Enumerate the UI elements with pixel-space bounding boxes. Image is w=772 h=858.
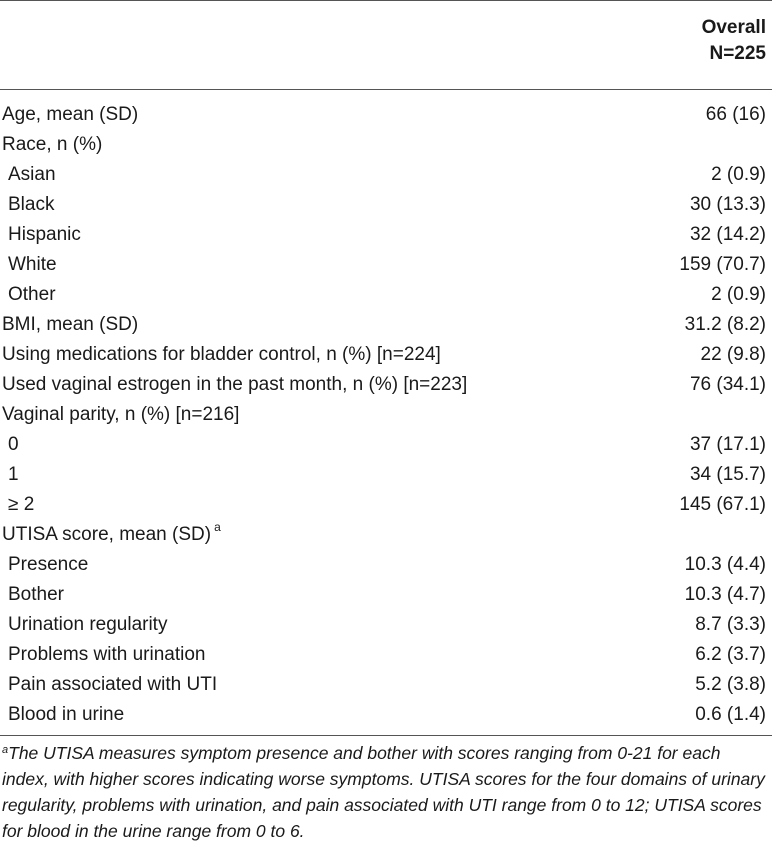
row-label-text: Vaginal parity, n (%) [n=216] (2, 404, 240, 425)
row-label-text: Asian (8, 164, 56, 185)
table-row (0, 550, 772, 580)
row-value: 145 (67.1) (679, 494, 766, 515)
row-label-text: Urination regularity (8, 614, 168, 635)
row-value: 2 (0.9) (711, 164, 766, 185)
row-value: 76 (34.1) (689, 374, 766, 395)
row-label (0, 644, 205, 666)
row-label (0, 134, 102, 156)
row-label-text: UTISA score, mean (SD) (2, 524, 212, 545)
column-n: N=225 (709, 43, 766, 64)
row-label-text: Race, n (%) (2, 134, 103, 155)
row-label (0, 614, 167, 636)
overall-column-header (702, 15, 766, 67)
row-label-text: White (8, 254, 57, 275)
row-value: 32 (14.2) (689, 224, 766, 245)
table-row (0, 310, 772, 340)
table-footnote (0, 736, 772, 844)
table-row (0, 220, 772, 250)
table-row (0, 100, 772, 130)
row-label-text: Problems with urination (8, 644, 206, 665)
table-row (0, 460, 772, 490)
row-label-text: Using medications for bladder control, n (%) [n=224] (2, 344, 441, 365)
table-row (0, 130, 772, 160)
table-row (0, 400, 772, 430)
row-label (0, 314, 138, 336)
footnote-marker: a (2, 744, 9, 756)
row-label-text: Presence (8, 554, 89, 575)
table-row (0, 280, 772, 310)
table-row (0, 640, 772, 670)
row-value: 30 (13.3) (689, 194, 766, 215)
column-title: Overall (701, 17, 766, 38)
row-label (0, 464, 19, 486)
table-row (0, 670, 772, 700)
row-label-text: Blood in urine (8, 704, 125, 725)
row-label (0, 494, 34, 516)
row-label (0, 104, 138, 126)
row-value: 34 (15.7) (689, 464, 766, 485)
row-label-text: ≥ 2 (8, 494, 35, 515)
row-label-text: Bother (8, 584, 64, 605)
table-header (0, 1, 772, 89)
row-value: 159 (70.7) (679, 254, 766, 275)
table-row (0, 580, 772, 610)
row-label-text: 1 (8, 464, 19, 485)
table-row (0, 520, 772, 550)
row-label (0, 374, 467, 396)
table-row (0, 340, 772, 370)
table-body (0, 90, 772, 730)
row-value: 66 (16) (705, 104, 766, 125)
row-label (0, 194, 54, 216)
row-value: 37 (17.1) (689, 434, 766, 455)
table-row (0, 700, 772, 730)
table-row (0, 490, 772, 520)
row-label-superscript: a (214, 520, 221, 534)
row-label (0, 284, 56, 306)
row-label (0, 404, 239, 426)
row-label-text: 0 (8, 434, 19, 455)
row-label (0, 704, 124, 726)
row-label-text: Black (8, 194, 55, 215)
row-value: 10.3 (4.4) (684, 554, 766, 575)
table-row (0, 160, 772, 190)
footnote-text: The UTISA measures symptom presence and bother with scores ranging from 0-21 for each index, with higher scores indicating worse symptoms. UTISA scores for the four domains of urinary regularity, problems with urination, and pain associated with UTI range from 0 to 12; UTISA scores for blood in the urine range from 0 to 6. (2, 743, 765, 841)
row-label (0, 254, 57, 276)
row-label (0, 554, 88, 576)
row-label (0, 344, 441, 366)
row-value: 0.6 (1.4) (695, 704, 766, 725)
row-value: 31.2 (8.2) (684, 314, 766, 335)
table-row (0, 610, 772, 640)
row-value: 6.2 (3.7) (695, 644, 766, 665)
table-row (0, 250, 772, 280)
row-label (0, 674, 217, 696)
row-value: 8.7 (3.3) (695, 614, 766, 635)
row-label (0, 224, 81, 246)
row-label (0, 434, 19, 456)
row-label-text: Used vaginal estrogen in the past month, n (%) [n=223] (2, 374, 468, 395)
row-label-text: Hispanic (8, 224, 81, 245)
row-value: 22 (9.8) (700, 344, 766, 365)
row-label (0, 164, 56, 186)
row-value: 5.2 (3.8) (695, 674, 766, 695)
row-label-text: BMI, mean (SD) (2, 314, 139, 335)
row-label (0, 584, 64, 606)
row-value: 2 (0.9) (711, 284, 766, 305)
row-label-text: Age, mean (SD) (2, 104, 139, 125)
row-label-text: Pain associated with UTI (8, 674, 218, 695)
table-row (0, 190, 772, 220)
row-value: 10.3 (4.7) (684, 584, 766, 605)
table-row (0, 430, 772, 460)
row-label (0, 520, 221, 546)
row-label-text: Other (8, 284, 56, 305)
table-row (0, 370, 772, 400)
